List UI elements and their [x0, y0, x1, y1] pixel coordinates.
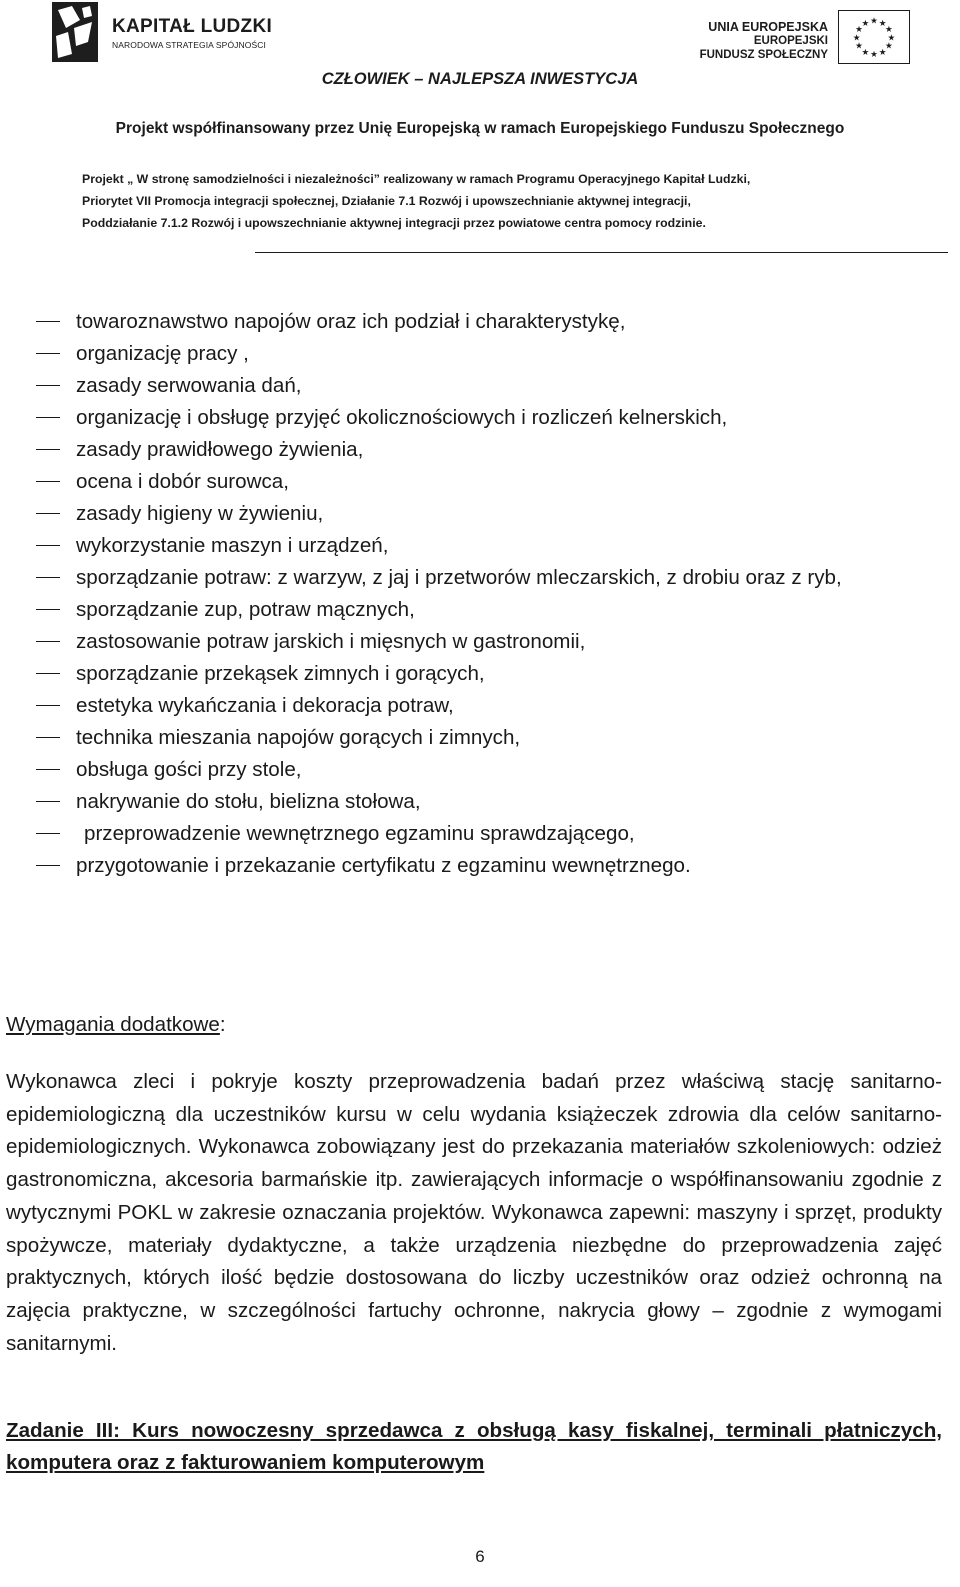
dash-bullet — [36, 673, 60, 674]
list-item: obsługa gości przy stole, — [0, 754, 960, 786]
list-item: zasady serwowania dań, — [0, 370, 960, 402]
list-item: sporządzanie zup, potraw mącznych, — [0, 594, 960, 626]
dash-bullet — [36, 545, 60, 546]
list-item: przeprowadzenie wewnętrznego egzaminu sprawdzającego, — [0, 818, 960, 850]
header-divider — [255, 252, 948, 253]
dash-bullet — [36, 801, 60, 802]
dash-bullet — [36, 481, 60, 482]
list-item: zastosowanie potraw jarskich i mięsnych w gastronomii, — [0, 626, 960, 658]
svg-text:★: ★ — [855, 25, 863, 36]
list-item: nakrywanie do stołu, bielizna stołowa, — [0, 786, 960, 818]
page-number: 6 — [475, 1547, 485, 1566]
dash-bullet — [36, 449, 60, 450]
dash-bullet — [36, 321, 60, 322]
list-item: organizację i obsługę przyjęć okolicznościowych i rozliczeń kelnerskich, — [0, 402, 960, 434]
list-item: estetyka wykańczania i dekoracja potraw, — [0, 690, 960, 722]
svg-text:★: ★ — [852, 33, 861, 44]
dash-bullet — [36, 609, 60, 610]
svg-text:★: ★ — [861, 47, 870, 58]
eu-logo — [690, 10, 910, 66]
list-item: organizację pracy , — [0, 338, 960, 370]
project-info-line: Poddziałanie 7.1.2 Rozwój i upowszechnianie aktywnej integracji przez powiatowe centra pomocy rodzinie. — [82, 216, 706, 230]
svg-text:★: ★ — [870, 50, 878, 61]
svg-text:★: ★ — [885, 41, 893, 52]
course-topics-list — [0, 306, 960, 882]
dash-bullet — [36, 705, 60, 706]
dash-bullet — [36, 513, 60, 514]
task-heading: Zadanie III: Kurs nowoczesny sprzedawca z obsługą kasy fiskalnej, terminali płatniczych, komputera oraz z fakturowaniem komputerowym — [6, 1419, 942, 1474]
eu-logo-line2: EUROPEJSKI — [753, 35, 828, 47]
eu-logo-text — [700, 20, 828, 62]
dash-bullet — [36, 737, 60, 738]
list-item: wykorzystanie maszyn i urządzeń, — [0, 530, 960, 562]
kapital-ludzki-subtitle: NARODOWA STRATEGIA SPÓJNOŚCI — [112, 40, 266, 50]
dash-bullet — [36, 833, 60, 834]
eu-flag-icon — [838, 10, 910, 64]
list-item: towaroznawstwo napojów oraz ich podział i charakterystykę, — [0, 306, 960, 338]
slogan: CZŁOWIEK – NAJLEPSZA INWESTYCJA — [321, 70, 639, 88]
requirements-heading-text: Wymagania dodatkowe — [6, 1013, 220, 1036]
kapital-ludzki-title: KAPITAŁ LUDZKI — [112, 16, 273, 37]
dash-bullet — [36, 769, 60, 770]
list-item: przygotowanie i przekazanie certyfikatu z egzaminu wewnętrznego. — [0, 850, 960, 882]
cofinancing-statement: Projekt współfinansowany przez Unię Europejską w ramach Europejskiego Funduszu Społecznego — [115, 120, 845, 137]
kapital-ludzki-emblem-icon — [52, 2, 98, 62]
svg-text:★: ★ — [861, 18, 870, 29]
dash-bullet — [36, 353, 60, 354]
svg-text:★: ★ — [887, 33, 896, 44]
eu-logo-line3: FUNDUSZ SPOŁECZNY — [699, 49, 828, 61]
svg-text:★: ★ — [855, 41, 863, 52]
dash-bullet — [36, 577, 60, 578]
requirements-paragraph: Wykonawca zleci i pokryje koszty przeprowadzenia badań przez właściwą stację sanitarno-epidemiologiczną dla uczestników kursu w celu wydania książeczek zdrowia dla celów sanitarno-epidemiologicznych. Wykonawca zobowiązany jest do przekazania materiałów szkoleniowych: odzież gastronomiczna, akcesoria barmańskie itp. zawierających informacje o współfinansowaniu zgodnie z wytycznymi POKL w zakresie oznaczania projektów. Wykonawca zapewni: maszyny i sprzęt, produkty spożywcze, materiały dydaktyczne, a także urządzenia niezbędne do przeprowadzenia zajęć praktycznych, których ilość będzie dostosowana do liczby uczestników oraz odzież ochronną na zajęcia praktyczne, w szczególności fartuchy ochronne, nakrycia głowy – zgodnie z wymogami sanitarnymi. — [6, 1070, 942, 1355]
svg-text:★: ★ — [878, 18, 887, 29]
list-item: zasady prawidłowego żywienia, — [0, 434, 960, 466]
dash-bullet — [36, 641, 60, 642]
svg-text:★: ★ — [878, 47, 887, 58]
dash-bullet — [36, 417, 60, 418]
svg-text:★: ★ — [870, 16, 878, 27]
list-item: sporządzanie przekąsek zimnych i gorących, — [0, 658, 960, 690]
list-item: sporządzanie potraw: z warzyw, z jaj i przetworów mleczarskich, z drobiu oraz z ryb, — [0, 562, 960, 594]
requirements-heading — [6, 1013, 226, 1037]
eu-logo-line1: UNIA EUROPEJSKA — [708, 20, 828, 34]
dash-bullet — [36, 385, 60, 386]
list-item: zasady higieny w żywieniu, — [0, 498, 960, 530]
project-info — [82, 168, 902, 234]
dash-bullet — [36, 865, 60, 866]
list-item: ocena i dobór surowca, — [0, 466, 960, 498]
requirements-heading-colon: : — [219, 1013, 226, 1036]
kapital-ludzki-logo — [52, 2, 302, 64]
project-info-line: Projekt „ W stronę samodzielności i niezależności” realizowany w ramach Programu Operacyjnego Kapitał Ludzki, — [82, 172, 751, 186]
svg-text:★: ★ — [885, 25, 893, 36]
project-info-line: Priorytet VII Promocja integracji społecznej, Działanie 7.1 Rozwój i upowszechnianie aktywnej integracji, — [82, 194, 691, 208]
list-item: technika mieszania napojów gorących i zimnych, — [0, 722, 960, 754]
